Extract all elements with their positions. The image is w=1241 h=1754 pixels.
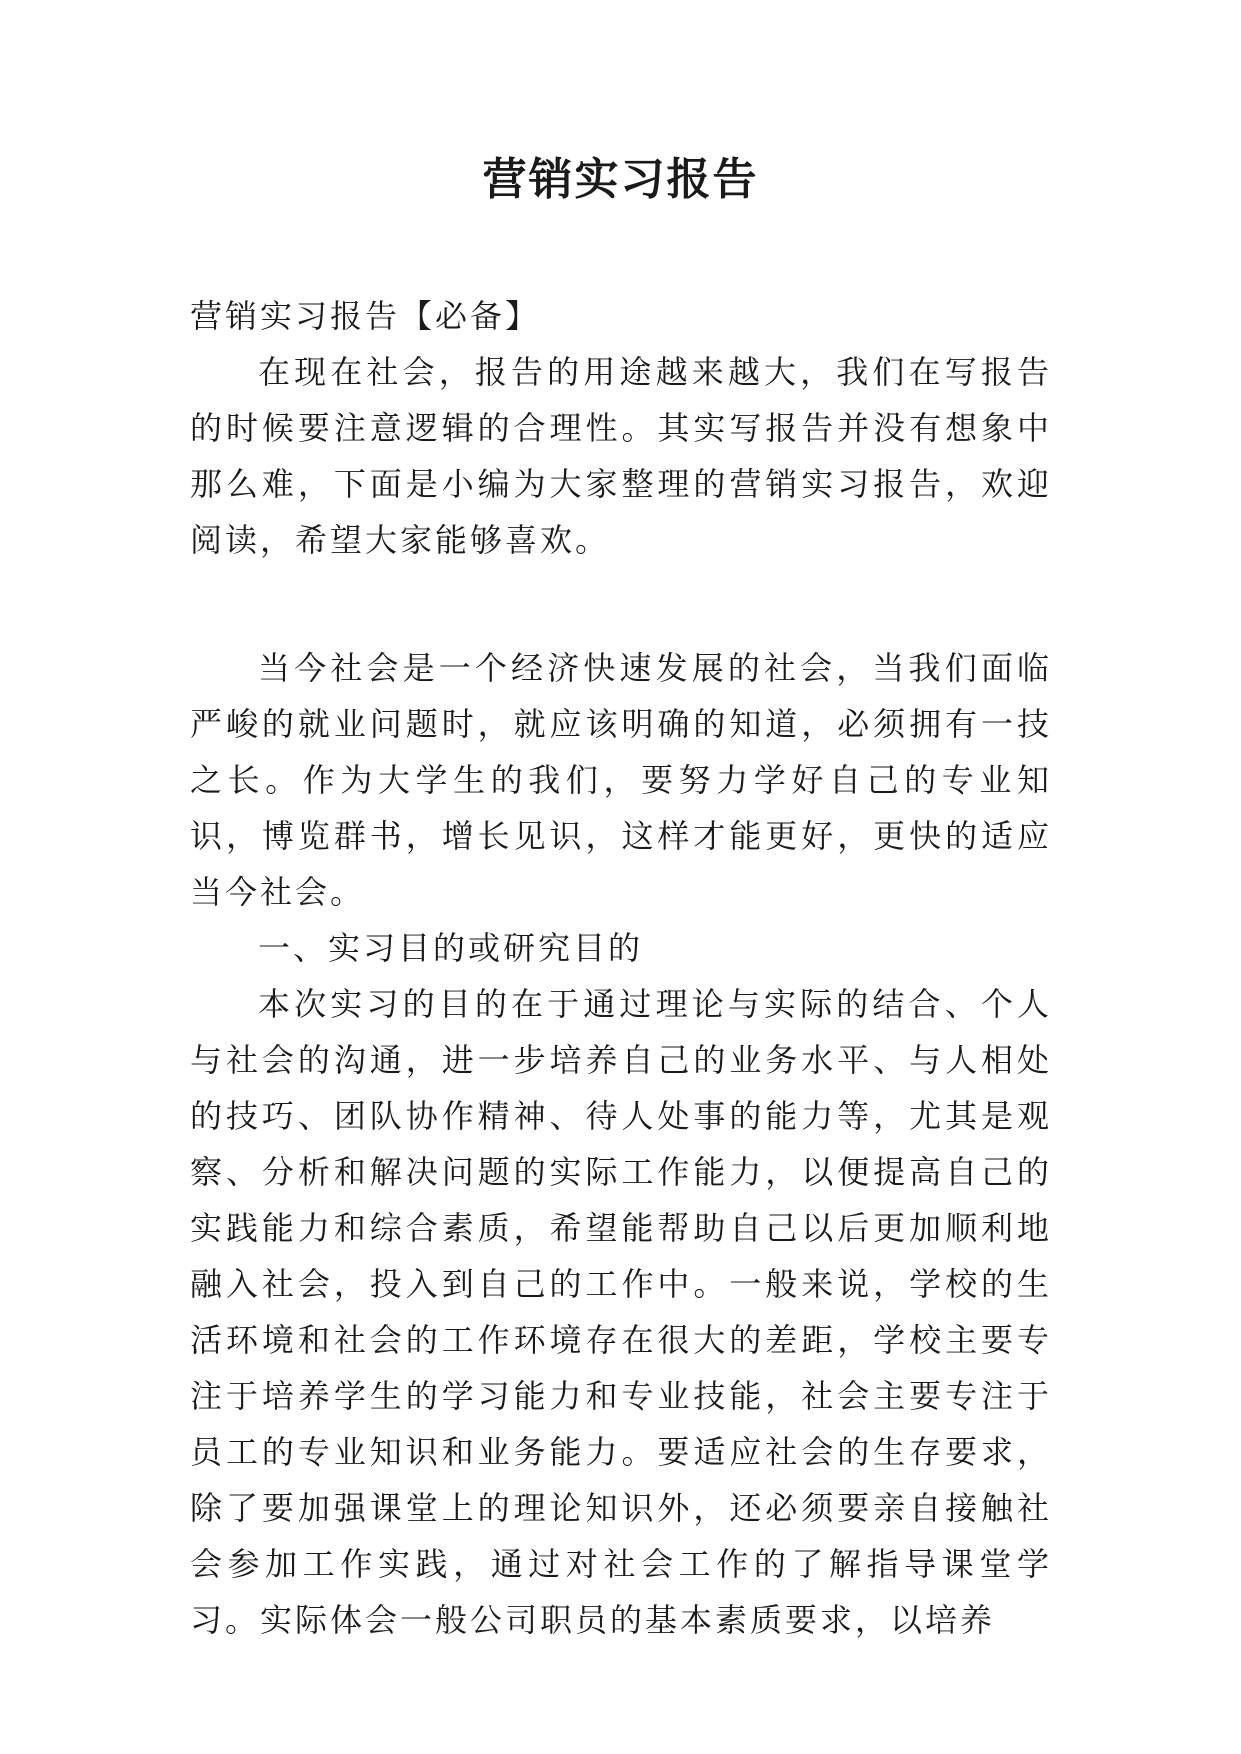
body-paragraph: 本次实习的目的在于通过理论与实际的结合、个人与社会的沟通，进一步培养自己的业务水平、与人相处的技巧、团队协作精神、待人处事的能力等，尤其是观察、分析和解决问题的实际工作能力，以便提高自己的实践能力和综合素质，希望能帮助自己以后更加顺利地融入社会，投入到自己的工作中。一般来说，学校的生活环境和社会的工作环境存在很大的差距，学校主要专注于培养学生的学习能力和专业技能，社会主要专注于员工的专业知识和业务能力。要适应社会的生存要求，除了要加强课堂上的理论知识外，还必须要亲自接触社会参加工作实践，通过对社会工作的了解指导课堂学习。实际体会一般公司职员的基本素质要求，以培养 <box>190 985 1052 1639</box>
main-section <box>190 640 1052 1648</box>
intro-paragraph: 在现在社会，报告的用途越来越大，我们在写报告的时候要注意逻辑的合理性。其实写报告并没有想象中那么难，下面是小编为大家整理的营销实习报告，欢迎阅读，希望大家能够喜欢。 <box>190 353 1052 559</box>
section-heading: 一、实习目的或研究目的 <box>258 929 644 967</box>
document-subtitle: 营销实习报告【必备】 <box>190 297 541 335</box>
document-title: 营销实习报告 <box>482 154 759 205</box>
intro-section <box>190 344 1052 568</box>
body-paragraph: 当今社会是一个经济快速发展的社会，当我们面临严峻的就业问题时，就应该明确的知道，必须拥有一技之长。作为大学生的我们，要努力学好自己的专业知识，博览群书，增长见识，这样才能更好，更快的适应当今社会。 <box>190 649 1052 911</box>
